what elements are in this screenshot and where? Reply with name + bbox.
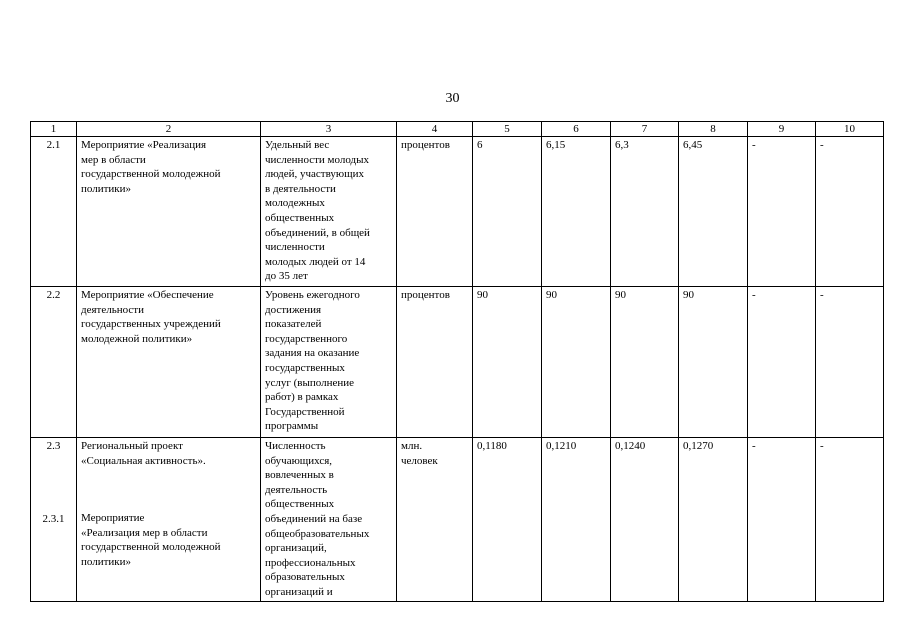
table-row xyxy=(31,438,884,602)
table-row xyxy=(31,137,884,287)
table-row xyxy=(31,287,884,438)
value-col-6: 6,15 xyxy=(542,137,611,287)
row-number-cell xyxy=(31,438,77,602)
header-cell-5: 5 xyxy=(473,122,542,137)
table-header-row xyxy=(31,122,884,137)
row-number: 2.1 xyxy=(31,137,77,287)
unit: процентов xyxy=(397,137,473,287)
value-col-10: - xyxy=(816,287,884,438)
header-cell-3: 3 xyxy=(261,122,397,137)
unit: млн. человек xyxy=(397,438,473,602)
value-col-8: 90 xyxy=(679,287,748,438)
value-col-7: 0,1240 xyxy=(611,438,679,602)
value-col-7: 90 xyxy=(611,287,679,438)
indicator-name: Численность обучающихся, вовлеченных в деятельность общественных объединений на базе общеобразовательных организаций, профессиональных образовательных организаций и xyxy=(261,438,397,602)
indicator-name: Уровень ежегодного достижения показателей государственного задания на оказание государственных услуг (выполнение работ) в рамках Государственной программы xyxy=(261,287,397,438)
unit: процентов xyxy=(397,287,473,438)
event-name: Мероприятие «Обеспечение деятельности государственных учреждений молодежной политики» xyxy=(77,287,261,438)
header-cell-4: 4 xyxy=(397,122,473,137)
header-cell-2: 2 xyxy=(77,122,261,137)
value-col-9: - xyxy=(748,137,816,287)
value-col-5: 0,1180 xyxy=(473,438,542,602)
indicators-table xyxy=(30,121,884,602)
header-cell-7: 7 xyxy=(611,122,679,137)
value-col-6: 90 xyxy=(542,287,611,438)
value-col-7: 6,3 xyxy=(611,137,679,287)
value-col-9: - xyxy=(748,438,816,602)
page-number: 30 xyxy=(445,91,460,106)
header-cell-6: 6 xyxy=(542,122,611,137)
indicator-name: Удельный вес численности молодых людей, участвующих в деятельности молодежных общественных объединений, в общей численности молодых людей от 14 до 35 лет xyxy=(261,137,397,287)
value-col-10: - xyxy=(816,438,884,602)
value-col-10: - xyxy=(816,137,884,287)
value-col-5: 90 xyxy=(473,287,542,438)
header-cell-10: 10 xyxy=(816,122,884,137)
value-col-6: 0,1210 xyxy=(542,438,611,602)
event-cell xyxy=(77,438,261,602)
value-col-9: - xyxy=(748,287,816,438)
value-col-8: 6,45 xyxy=(679,137,748,287)
sub-row-number: 2.3.1 xyxy=(42,512,65,525)
header-cell-1: 1 xyxy=(31,122,77,137)
sub-event-name: Мероприятие «Реализация мер в области государственной молодежной политики» xyxy=(81,512,221,568)
header-cell-8: 8 xyxy=(679,122,748,137)
event-name: Мероприятие «Реализация мер в области государственной молодежной политики» xyxy=(77,137,261,287)
event-name: Региональный проект «Социальная активность». xyxy=(81,440,206,467)
header-cell-9: 9 xyxy=(748,122,816,137)
row-number: 2.2 xyxy=(31,287,77,438)
row-number: 2.3 xyxy=(46,440,61,452)
value-col-8: 0,1270 xyxy=(679,438,748,602)
value-col-5: 6 xyxy=(473,137,542,287)
